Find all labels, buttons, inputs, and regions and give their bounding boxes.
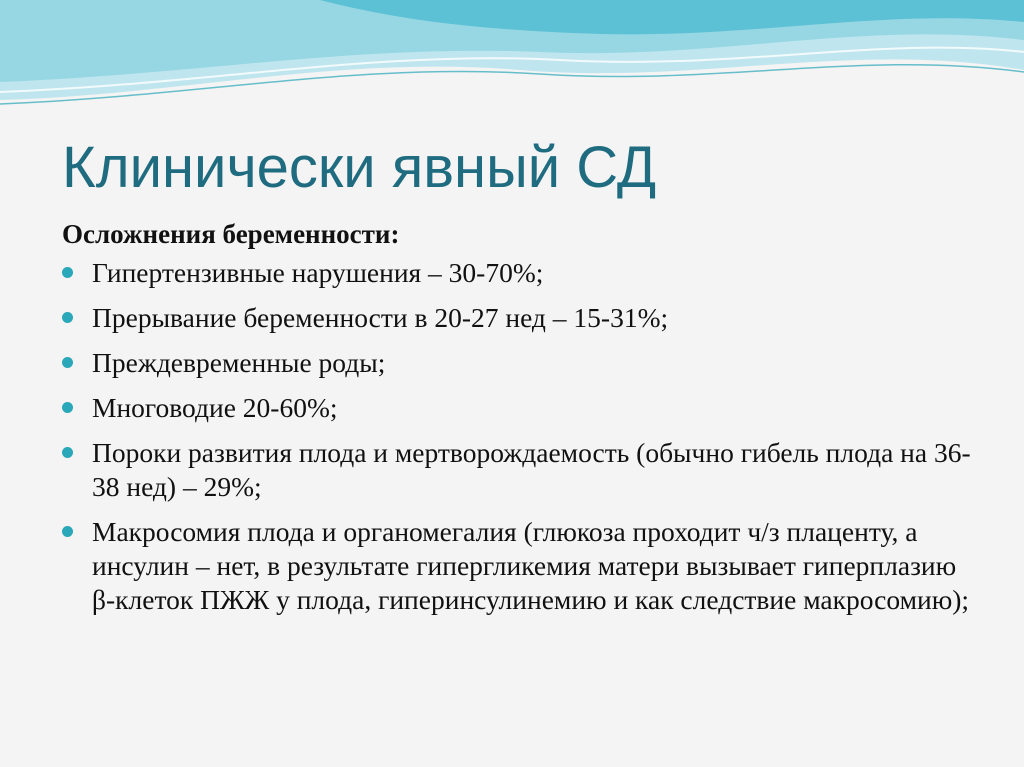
bullet-item [62,515,982,617]
bullet-text: Прерывание беременности в 20-27 нед – 15-31%; [92,302,669,333]
bullet-list [62,256,982,617]
bullet-item [62,256,982,290]
bullet-item [62,301,982,335]
bullet-dot-icon [62,526,73,537]
slide-content [62,216,982,628]
bullet-dot-icon [62,402,73,413]
slide-title: Клинически явный СД [62,135,657,200]
bullet-text: Преждевременные роды; [92,347,386,378]
bullet-dot-icon [62,267,73,278]
bullet-item [62,346,982,380]
bullet-text: Макросомия плода и органомегалия (глюкоза проходит ч/з плаценту, а инсулин – нет, в результате гипергликемия матери вызывает гиперплазию β-клеток ПЖЖ у плода, гиперинсулинемию и как следствие макросомию); [92,516,970,615]
bullet-text: Гипертензивные нарушения – 30-70%; [92,257,544,288]
bullet-dot-icon [62,312,73,323]
bullet-item [62,436,982,504]
section-subtitle: Осложнения беременности: [62,219,400,249]
bullet-item [62,391,982,425]
bullet-dot-icon [62,447,73,458]
bullet-text: Многоводие 20-60%; [92,392,338,423]
header-wave-decoration [0,0,1024,120]
bullet-text: Пороки развития плода и мертворождаемость (обычно гибель плода на 36-38 нед) – 29%; [92,437,971,502]
bullet-dot-icon [62,357,73,368]
